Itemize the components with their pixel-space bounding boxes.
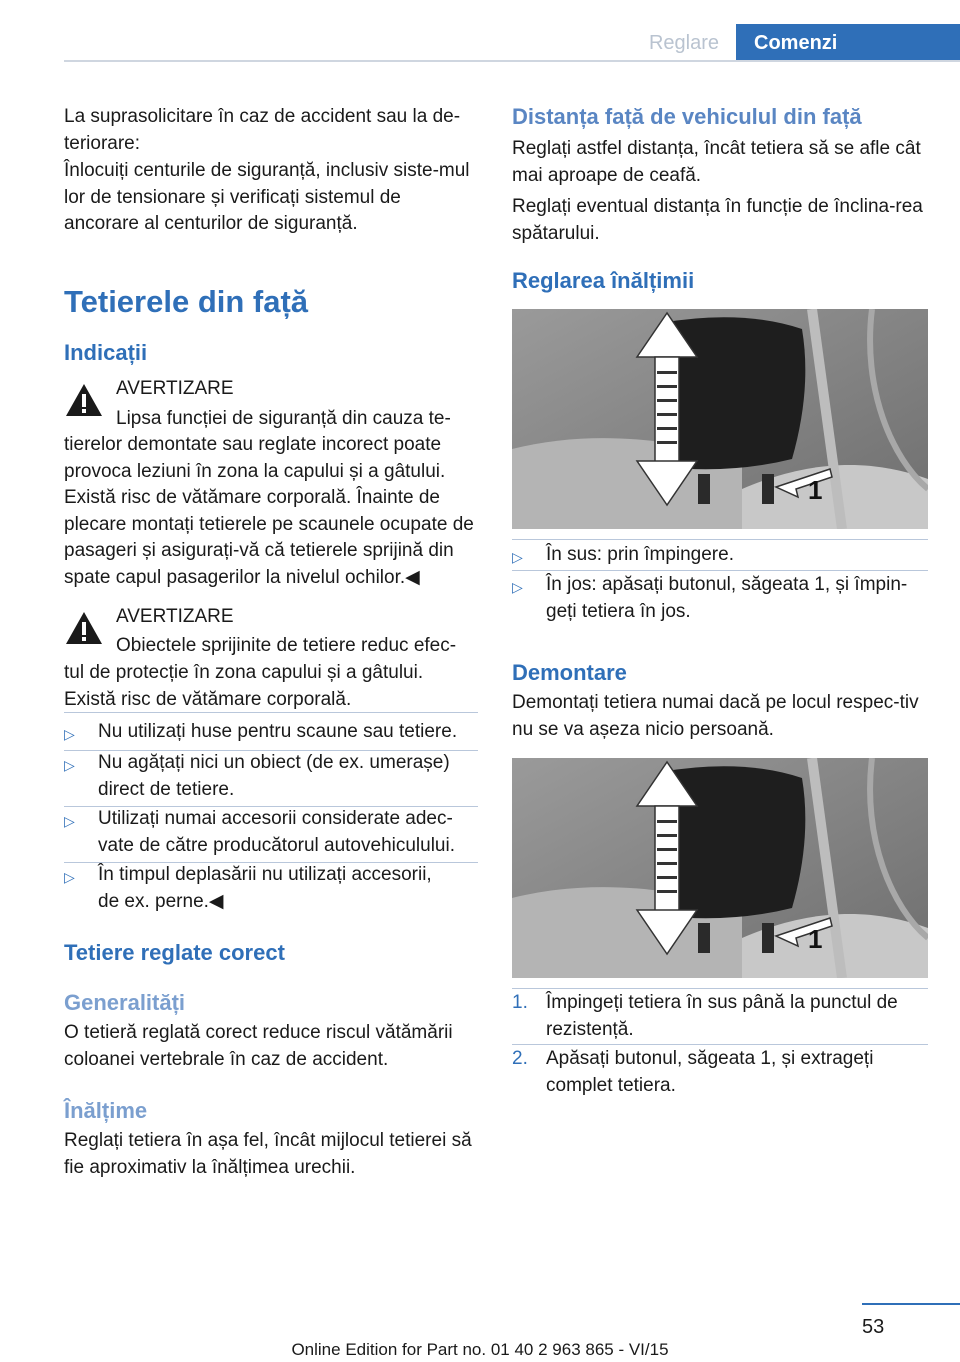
- list-item-text: Nu agățați nici un obiect (de ex. umerașe) direct de tetiere.: [98, 752, 450, 800]
- list-item-text: În sus: prin împingere.: [546, 544, 734, 565]
- triangle-bullet-icon: ▷: [64, 726, 75, 742]
- headrest-adjust-image: [512, 309, 928, 529]
- list-item: [64, 862, 478, 916]
- warning-title: AVERTIZARE: [116, 606, 234, 627]
- warning-icon: [64, 610, 104, 646]
- subsection-demontare: Demontare: [512, 660, 627, 685]
- step-item: [512, 990, 928, 1044]
- triangle-bullet-icon: ▷: [64, 813, 75, 829]
- list-item: [512, 542, 928, 569]
- step-number: 2.: [512, 1048, 528, 1069]
- list-item: [512, 572, 928, 626]
- list-item: [64, 806, 478, 860]
- step-number: 1.: [512, 992, 528, 1013]
- triangle-bullet-icon: ▷: [512, 579, 523, 595]
- tab-comenzi[interactable]: Comenzi: [736, 24, 960, 62]
- paragraph-generalitati: O tetieră reglată corect reduce riscul vătămării coloanei vertebrale în caz de accident.: [64, 1022, 453, 1070]
- separator: [64, 712, 478, 713]
- warning-icon: [64, 382, 104, 418]
- paragraph-suprasolicitare: La suprasolicitare în caz de accident sau la de‐teriorare:: [64, 106, 461, 154]
- step-text: Apăsați butonul, săgeata 1, și extrageți complet tetiera.: [546, 1048, 874, 1096]
- step-item: [512, 1046, 928, 1100]
- warning-text-first: Lipsa funcției de siguranță din cauza te‐: [116, 408, 451, 429]
- paragraph-distanta-2: Reglați eventual distanța în funcție de înclina‐rea spătarului.: [512, 196, 923, 244]
- list-item-text: În timpul deplasării nu utilizați accesorii, de ex. perne.◀: [98, 864, 432, 912]
- separator: [512, 570, 928, 571]
- tab-reglare[interactable]: Reglare: [648, 32, 720, 54]
- heading-distanta: Distanța față de vehiculul din față: [512, 104, 862, 129]
- list-item: [64, 750, 478, 804]
- list-item-text: Nu utilizați huse pentru scaune sau tetiere.: [98, 721, 458, 742]
- header-divider: [64, 60, 960, 62]
- separator: [512, 1044, 928, 1045]
- footer-divider: [862, 1303, 960, 1305]
- paragraph-inlocuiti: Înlocuiți centurile de siguranță, inclusiv siste‐mul lor de tensionare și verificați sistemul de ancorare al centurilor de siguranță.: [64, 160, 470, 234]
- subsection-indicatii: Indicații: [64, 340, 148, 365]
- step-text: Împingeți tetiera în sus până la punctul de rezistență.: [546, 992, 898, 1040]
- triangle-bullet-icon: ▷: [64, 869, 75, 885]
- list-item-text: În jos: apăsați butonul, săgeata 1, și împin‐geți tetiera în jos.: [546, 574, 908, 622]
- triangle-bullet-icon: ▷: [512, 549, 523, 565]
- page-number: 53: [862, 1316, 885, 1338]
- section-title: Tetierele din față: [64, 284, 309, 319]
- paragraph-distanta-1: Reglați astfel distanța, încât tetiera să se afle cât mai aproape de ceafă.: [512, 138, 921, 186]
- list-item-text: Utilizați numai accesorii considerate adec‐vate de către producătorul autovehiculului.: [98, 808, 456, 856]
- footer-edition: Online Edition for Part no. 01 40 2 963 865 - VI/15: [291, 1340, 669, 1359]
- list-item: [64, 719, 478, 746]
- triangle-bullet-icon: ▷: [64, 757, 75, 773]
- warning-text: tul de protecție în zona capului și a gâtului. Există risc de vătămare corporală.: [64, 662, 424, 710]
- subsection-tetiere-corect: Tetiere reglate corect: [64, 940, 285, 965]
- subsection-reglarea-inaltimii: Reglarea înălțimii: [512, 268, 695, 293]
- warning-text-first: Obiectele sprijinite de tetiere reduc efec‐: [116, 635, 457, 656]
- warning-text: tierelor demontate sau reglate incorect poate provoca leziuni în zona la capului și a gâtului. Există risc de vătămare corporală. Înainte de plecare montați tetierele pe scaunele ocupate de pasageri și asigurați-vă că tetierele sprijină din spate capul pasagerilor la nivelul ochilor.◀: [64, 434, 474, 588]
- figure-callout: 1: [808, 475, 823, 505]
- warning-title: AVERTIZARE: [116, 378, 234, 399]
- figure-callout: 1: [808, 924, 823, 954]
- paragraph-demontare: Demontați tetiera numai dacă pe locul respec‐tiv nu se va așeza nicio persoană.: [512, 692, 919, 740]
- headrest-remove-image: [512, 758, 928, 978]
- paragraph-inaltime: Reglați tetiera în așa fel, încât mijlocul tetierei să fie aproximativ la înălțimea urechii.: [64, 1130, 472, 1178]
- heading-generalitati: Generalități: [64, 990, 186, 1015]
- separator: [512, 539, 928, 540]
- separator: [512, 988, 928, 989]
- heading-inaltime: Înălțime: [64, 1098, 148, 1123]
